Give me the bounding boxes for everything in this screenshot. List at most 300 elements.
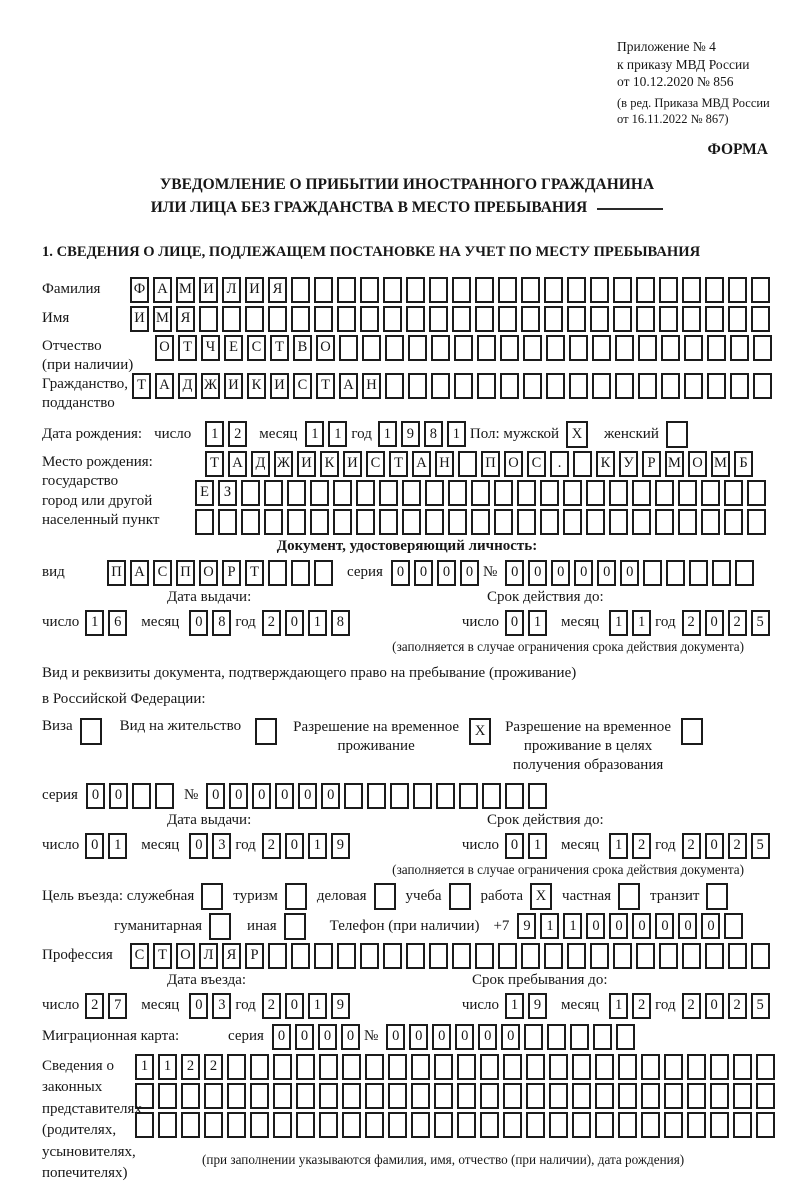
char-cell[interactable]: К: [596, 451, 615, 477]
char-cell[interactable]: [411, 1054, 430, 1080]
char-cell[interactable]: [567, 943, 586, 969]
char-cell[interactable]: И: [270, 373, 289, 399]
char-cell[interactable]: [155, 783, 174, 809]
char-cell[interactable]: [613, 277, 632, 303]
char-cell[interactable]: [429, 306, 448, 332]
char-cell[interactable]: [498, 943, 517, 969]
char-cell[interactable]: [751, 277, 770, 303]
char-cell[interactable]: Т: [270, 335, 289, 361]
char-cell[interactable]: [666, 560, 685, 586]
char-cell[interactable]: 2: [262, 833, 281, 859]
char-cell[interactable]: С: [366, 451, 385, 477]
char-cell[interactable]: [592, 373, 611, 399]
char-cell[interactable]: 0: [206, 783, 225, 809]
char-cell[interactable]: [563, 509, 582, 535]
char-cell[interactable]: [684, 373, 703, 399]
char-cell[interactable]: [296, 1112, 315, 1138]
char-cell[interactable]: 0: [620, 560, 639, 586]
char-cell[interactable]: [362, 335, 381, 361]
char-cell[interactable]: Т: [153, 943, 172, 969]
char-cell[interactable]: 2: [85, 993, 104, 1019]
char-cell[interactable]: [132, 783, 151, 809]
char-cell[interactable]: [402, 480, 421, 506]
char-cell[interactable]: Р: [222, 560, 241, 586]
char-cell[interactable]: С: [247, 335, 266, 361]
char-cell[interactable]: 0: [632, 913, 651, 939]
char-cell[interactable]: [250, 1112, 269, 1138]
char-cell[interactable]: [687, 1112, 706, 1138]
char-cell[interactable]: 1: [308, 833, 327, 859]
char-cell[interactable]: [659, 306, 678, 332]
char-cell[interactable]: [431, 335, 450, 361]
char-cell[interactable]: [434, 1054, 453, 1080]
char-cell[interactable]: 9: [331, 993, 350, 1019]
char-cell[interactable]: [314, 943, 333, 969]
char-cell[interactable]: [687, 1083, 706, 1109]
char-cell[interactable]: 1: [308, 610, 327, 636]
char-cell[interactable]: [480, 1112, 499, 1138]
char-cell[interactable]: [710, 1112, 729, 1138]
char-cell[interactable]: [567, 306, 586, 332]
char-cell[interactable]: [521, 306, 540, 332]
char-cell[interactable]: [291, 277, 310, 303]
char-cell[interactable]: [458, 451, 477, 477]
char-cell[interactable]: Т: [316, 373, 335, 399]
char-cell[interactable]: 0: [460, 560, 479, 586]
char-cell[interactable]: 0: [386, 1024, 405, 1050]
char-cell[interactable]: [705, 277, 724, 303]
char-cell[interactable]: [638, 373, 657, 399]
char-cell[interactable]: [475, 306, 494, 332]
char-cell[interactable]: [268, 560, 287, 586]
char-cell[interactable]: [613, 943, 632, 969]
char-cell[interactable]: [356, 509, 375, 535]
char-cell[interactable]: [664, 1083, 683, 1109]
char-cell[interactable]: [728, 277, 747, 303]
char-cell[interactable]: 0: [505, 610, 524, 636]
char-cell[interactable]: У: [619, 451, 638, 477]
char-cell[interactable]: М: [176, 277, 195, 303]
char-cell[interactable]: [586, 480, 605, 506]
char-cell[interactable]: А: [228, 451, 247, 477]
char-cell[interactable]: А: [153, 277, 172, 303]
char-cell[interactable]: 2: [632, 993, 651, 1019]
char-cell[interactable]: [592, 335, 611, 361]
char-cell[interactable]: [158, 1083, 177, 1109]
char-cell[interactable]: [264, 480, 283, 506]
char-cell[interactable]: [661, 335, 680, 361]
char-cell[interactable]: [448, 480, 467, 506]
char-cell[interactable]: [429, 277, 448, 303]
char-cell[interactable]: [733, 1083, 752, 1109]
char-cell[interactable]: [319, 1054, 338, 1080]
char-cell[interactable]: [408, 373, 427, 399]
char-cell[interactable]: [388, 1112, 407, 1138]
char-cell[interactable]: 2: [228, 421, 247, 447]
char-cell[interactable]: [425, 509, 444, 535]
char-cell[interactable]: [613, 306, 632, 332]
char-cell[interactable]: [296, 1054, 315, 1080]
char-cell[interactable]: 0: [705, 610, 724, 636]
char-cell[interactable]: 9: [401, 421, 420, 447]
char-cell[interactable]: [547, 1024, 566, 1050]
char-cell[interactable]: [572, 1054, 591, 1080]
char-cell[interactable]: [408, 335, 427, 361]
char-cell[interactable]: 0: [609, 913, 628, 939]
char-cell[interactable]: 9: [331, 833, 350, 859]
char-cell[interactable]: [707, 373, 726, 399]
char-cell[interactable]: 1: [305, 421, 324, 447]
checkbox-purpose-official[interactable]: [201, 883, 223, 910]
char-cell[interactable]: 2: [262, 993, 281, 1019]
char-cell[interactable]: 2: [728, 610, 747, 636]
checkbox-purpose-humanitarian[interactable]: [209, 913, 231, 940]
char-cell[interactable]: О: [199, 560, 218, 586]
char-cell[interactable]: М: [665, 451, 684, 477]
char-cell[interactable]: [342, 1054, 361, 1080]
char-cell[interactable]: 0: [321, 783, 340, 809]
char-cell[interactable]: [227, 1054, 246, 1080]
char-cell[interactable]: 2: [181, 1054, 200, 1080]
char-cell[interactable]: [204, 1112, 223, 1138]
char-cell[interactable]: 0: [505, 833, 524, 859]
char-cell[interactable]: [287, 480, 306, 506]
char-cell[interactable]: [751, 943, 770, 969]
char-cell[interactable]: С: [153, 560, 172, 586]
char-cell[interactable]: [503, 1054, 522, 1080]
char-cell[interactable]: Т: [245, 560, 264, 586]
char-cell[interactable]: [563, 480, 582, 506]
char-cell[interactable]: [664, 1054, 683, 1080]
char-cell[interactable]: [425, 480, 444, 506]
char-cell[interactable]: Р: [642, 451, 661, 477]
char-cell[interactable]: [549, 1054, 568, 1080]
char-cell[interactable]: [569, 335, 588, 361]
char-cell[interactable]: [567, 277, 586, 303]
char-cell[interactable]: 6: [108, 610, 127, 636]
char-cell[interactable]: [296, 1083, 315, 1109]
char-cell[interactable]: [540, 480, 559, 506]
char-cell[interactable]: [406, 277, 425, 303]
char-cell[interactable]: [314, 560, 333, 586]
char-cell[interactable]: [337, 943, 356, 969]
char-cell[interactable]: [595, 1083, 614, 1109]
checkbox-purpose-other[interactable]: [284, 913, 306, 940]
char-cell[interactable]: [730, 335, 749, 361]
char-cell[interactable]: [682, 943, 701, 969]
char-cell[interactable]: [616, 1024, 635, 1050]
char-cell[interactable]: 0: [189, 833, 208, 859]
char-cell[interactable]: [413, 783, 432, 809]
char-cell[interactable]: 0: [85, 833, 104, 859]
char-cell[interactable]: [526, 1083, 545, 1109]
char-cell[interactable]: [434, 1112, 453, 1138]
checkbox-purpose-private[interactable]: [618, 883, 640, 910]
char-cell[interactable]: [480, 1054, 499, 1080]
char-cell[interactable]: [636, 306, 655, 332]
char-cell[interactable]: [195, 509, 214, 535]
char-cell[interactable]: 2: [728, 833, 747, 859]
char-cell[interactable]: [724, 913, 743, 939]
checkbox-temp-permit[interactable]: X: [469, 718, 491, 745]
char-cell[interactable]: [756, 1112, 775, 1138]
char-cell[interactable]: 3: [212, 993, 231, 1019]
char-cell[interactable]: 1: [609, 993, 628, 1019]
char-cell[interactable]: [365, 1112, 384, 1138]
char-cell[interactable]: [615, 335, 634, 361]
char-cell[interactable]: П: [481, 451, 500, 477]
char-cell[interactable]: О: [155, 335, 174, 361]
char-cell[interactable]: М: [153, 306, 172, 332]
char-cell[interactable]: [287, 509, 306, 535]
char-cell[interactable]: 0: [705, 833, 724, 859]
char-cell[interactable]: [452, 277, 471, 303]
char-cell[interactable]: [406, 306, 425, 332]
char-cell[interactable]: [728, 943, 747, 969]
char-cell[interactable]: [546, 373, 565, 399]
char-cell[interactable]: О: [316, 335, 335, 361]
char-cell[interactable]: [678, 480, 697, 506]
char-cell[interactable]: 8: [331, 610, 350, 636]
char-cell[interactable]: 0: [414, 560, 433, 586]
char-cell[interactable]: 0: [109, 783, 128, 809]
char-cell[interactable]: [291, 306, 310, 332]
char-cell[interactable]: 0: [409, 1024, 428, 1050]
char-cell[interactable]: [454, 373, 473, 399]
char-cell[interactable]: [448, 509, 467, 535]
char-cell[interactable]: 1: [632, 610, 651, 636]
char-cell[interactable]: [360, 943, 379, 969]
char-cell[interactable]: [459, 783, 478, 809]
char-cell[interactable]: [411, 1112, 430, 1138]
char-cell[interactable]: [570, 1024, 589, 1050]
char-cell[interactable]: Ж: [274, 451, 293, 477]
char-cell[interactable]: 1: [528, 833, 547, 859]
char-cell[interactable]: [733, 1054, 752, 1080]
char-cell[interactable]: 0: [275, 783, 294, 809]
char-cell[interactable]: [724, 480, 743, 506]
char-cell[interactable]: [544, 277, 563, 303]
char-cell[interactable]: [747, 509, 766, 535]
char-cell[interactable]: [227, 1083, 246, 1109]
char-cell[interactable]: [540, 509, 559, 535]
char-cell[interactable]: З: [218, 480, 237, 506]
char-cell[interactable]: [632, 509, 651, 535]
char-cell[interactable]: [457, 1112, 476, 1138]
char-cell[interactable]: [701, 509, 720, 535]
char-cell[interactable]: [503, 1112, 522, 1138]
char-cell[interactable]: [526, 1112, 545, 1138]
char-cell[interactable]: [572, 1112, 591, 1138]
char-cell[interactable]: [406, 943, 425, 969]
char-cell[interactable]: [524, 1024, 543, 1050]
char-cell[interactable]: 0: [189, 610, 208, 636]
char-cell[interactable]: К: [320, 451, 339, 477]
char-cell[interactable]: [434, 1083, 453, 1109]
char-cell[interactable]: А: [155, 373, 174, 399]
char-cell[interactable]: 1: [609, 833, 628, 859]
char-cell[interactable]: [521, 277, 540, 303]
char-cell[interactable]: И: [224, 373, 243, 399]
char-cell[interactable]: [337, 277, 356, 303]
char-cell[interactable]: 2: [682, 993, 701, 1019]
char-cell[interactable]: [385, 373, 404, 399]
char-cell[interactable]: [365, 1083, 384, 1109]
char-cell[interactable]: [569, 373, 588, 399]
char-cell[interactable]: 0: [189, 993, 208, 1019]
char-cell[interactable]: И: [343, 451, 362, 477]
char-cell[interactable]: 0: [701, 913, 720, 939]
char-cell[interactable]: [227, 1112, 246, 1138]
char-cell[interactable]: [500, 335, 519, 361]
char-cell[interactable]: [641, 1083, 660, 1109]
char-cell[interactable]: [452, 306, 471, 332]
char-cell[interactable]: А: [412, 451, 431, 477]
char-cell[interactable]: 1: [563, 913, 582, 939]
char-cell[interactable]: 1: [378, 421, 397, 447]
char-cell[interactable]: 0: [272, 1024, 291, 1050]
char-cell[interactable]: О: [688, 451, 707, 477]
char-cell[interactable]: [241, 480, 260, 506]
char-cell[interactable]: [712, 560, 731, 586]
checkbox-sex-female[interactable]: [666, 421, 688, 448]
char-cell[interactable]: [615, 373, 634, 399]
char-cell[interactable]: [457, 1083, 476, 1109]
char-cell[interactable]: [756, 1083, 775, 1109]
char-cell[interactable]: [659, 277, 678, 303]
char-cell[interactable]: 1: [308, 993, 327, 1019]
char-cell[interactable]: [475, 943, 494, 969]
char-cell[interactable]: [367, 783, 386, 809]
char-cell[interactable]: 0: [501, 1024, 520, 1050]
char-cell[interactable]: [339, 335, 358, 361]
char-cell[interactable]: [544, 943, 563, 969]
char-cell[interactable]: [356, 480, 375, 506]
char-cell[interactable]: [528, 783, 547, 809]
char-cell[interactable]: 5: [751, 993, 770, 1019]
char-cell[interactable]: [268, 306, 287, 332]
char-cell[interactable]: 1: [328, 421, 347, 447]
char-cell[interactable]: [753, 335, 772, 361]
char-cell[interactable]: [379, 509, 398, 535]
char-cell[interactable]: Т: [132, 373, 151, 399]
checkbox-temp-edu[interactable]: [681, 718, 703, 745]
char-cell[interactable]: 8: [212, 610, 231, 636]
char-cell[interactable]: 0: [528, 560, 547, 586]
char-cell[interactable]: И: [199, 277, 218, 303]
char-cell[interactable]: [250, 1083, 269, 1109]
char-cell[interactable]: [544, 306, 563, 332]
char-cell[interactable]: [475, 277, 494, 303]
char-cell[interactable]: 2: [262, 610, 281, 636]
char-cell[interactable]: 1: [205, 421, 224, 447]
char-cell[interactable]: 1: [540, 913, 559, 939]
char-cell[interactable]: [593, 1024, 612, 1050]
char-cell[interactable]: [480, 1083, 499, 1109]
char-cell[interactable]: 1: [158, 1054, 177, 1080]
char-cell[interactable]: 5: [751, 833, 770, 859]
char-cell[interactable]: [494, 509, 513, 535]
char-cell[interactable]: 9: [517, 913, 536, 939]
char-cell[interactable]: [586, 509, 605, 535]
char-cell[interactable]: 9: [528, 993, 547, 1019]
char-cell[interactable]: Е: [195, 480, 214, 506]
char-cell[interactable]: [523, 373, 542, 399]
char-cell[interactable]: [436, 783, 455, 809]
char-cell[interactable]: [390, 783, 409, 809]
char-cell[interactable]: [632, 480, 651, 506]
char-cell[interactable]: [250, 1054, 269, 1080]
char-cell[interactable]: [365, 1054, 384, 1080]
char-cell[interactable]: [705, 943, 724, 969]
char-cell[interactable]: [682, 306, 701, 332]
char-cell[interactable]: 0: [285, 993, 304, 1019]
char-cell[interactable]: 0: [432, 1024, 451, 1050]
char-cell[interactable]: 1: [609, 610, 628, 636]
char-cell[interactable]: О: [504, 451, 523, 477]
char-cell[interactable]: [655, 480, 674, 506]
char-cell[interactable]: [655, 509, 674, 535]
char-cell[interactable]: А: [339, 373, 358, 399]
char-cell[interactable]: [471, 509, 490, 535]
char-cell[interactable]: [291, 560, 310, 586]
char-cell[interactable]: [360, 277, 379, 303]
char-cell[interactable]: [710, 1054, 729, 1080]
checkbox-purpose-study[interactable]: [449, 883, 471, 910]
char-cell[interactable]: 0: [705, 993, 724, 1019]
char-cell[interactable]: 0: [318, 1024, 337, 1050]
checkbox-purpose-work[interactable]: X: [530, 883, 552, 910]
char-cell[interactable]: К: [247, 373, 266, 399]
char-cell[interactable]: 5: [751, 610, 770, 636]
char-cell[interactable]: Я: [222, 943, 241, 969]
char-cell[interactable]: Т: [389, 451, 408, 477]
char-cell[interactable]: [687, 1054, 706, 1080]
char-cell[interactable]: [682, 277, 701, 303]
char-cell[interactable]: [319, 1112, 338, 1138]
char-cell[interactable]: [707, 335, 726, 361]
char-cell[interactable]: [245, 306, 264, 332]
char-cell[interactable]: [218, 509, 237, 535]
char-cell[interactable]: [477, 335, 496, 361]
char-cell[interactable]: [756, 1054, 775, 1080]
char-cell[interactable]: [618, 1054, 637, 1080]
char-cell[interactable]: [457, 1054, 476, 1080]
char-cell[interactable]: 0: [586, 913, 605, 939]
char-cell[interactable]: [526, 1054, 545, 1080]
char-cell[interactable]: [264, 509, 283, 535]
char-cell[interactable]: [204, 1083, 223, 1109]
char-cell[interactable]: [735, 560, 754, 586]
char-cell[interactable]: [701, 480, 720, 506]
char-cell[interactable]: [595, 1054, 614, 1080]
char-cell[interactable]: [498, 277, 517, 303]
char-cell[interactable]: 2: [728, 993, 747, 1019]
char-cell[interactable]: [199, 306, 218, 332]
char-cell[interactable]: [747, 480, 766, 506]
char-cell[interactable]: [452, 943, 471, 969]
char-cell[interactable]: 0: [229, 783, 248, 809]
char-cell[interactable]: [710, 1083, 729, 1109]
char-cell[interactable]: [549, 1112, 568, 1138]
char-cell[interactable]: 0: [455, 1024, 474, 1050]
char-cell[interactable]: [521, 943, 540, 969]
char-cell[interactable]: [388, 1054, 407, 1080]
char-cell[interactable]: Ф: [130, 277, 149, 303]
char-cell[interactable]: [641, 1112, 660, 1138]
char-cell[interactable]: 0: [295, 1024, 314, 1050]
char-cell[interactable]: Д: [178, 373, 197, 399]
